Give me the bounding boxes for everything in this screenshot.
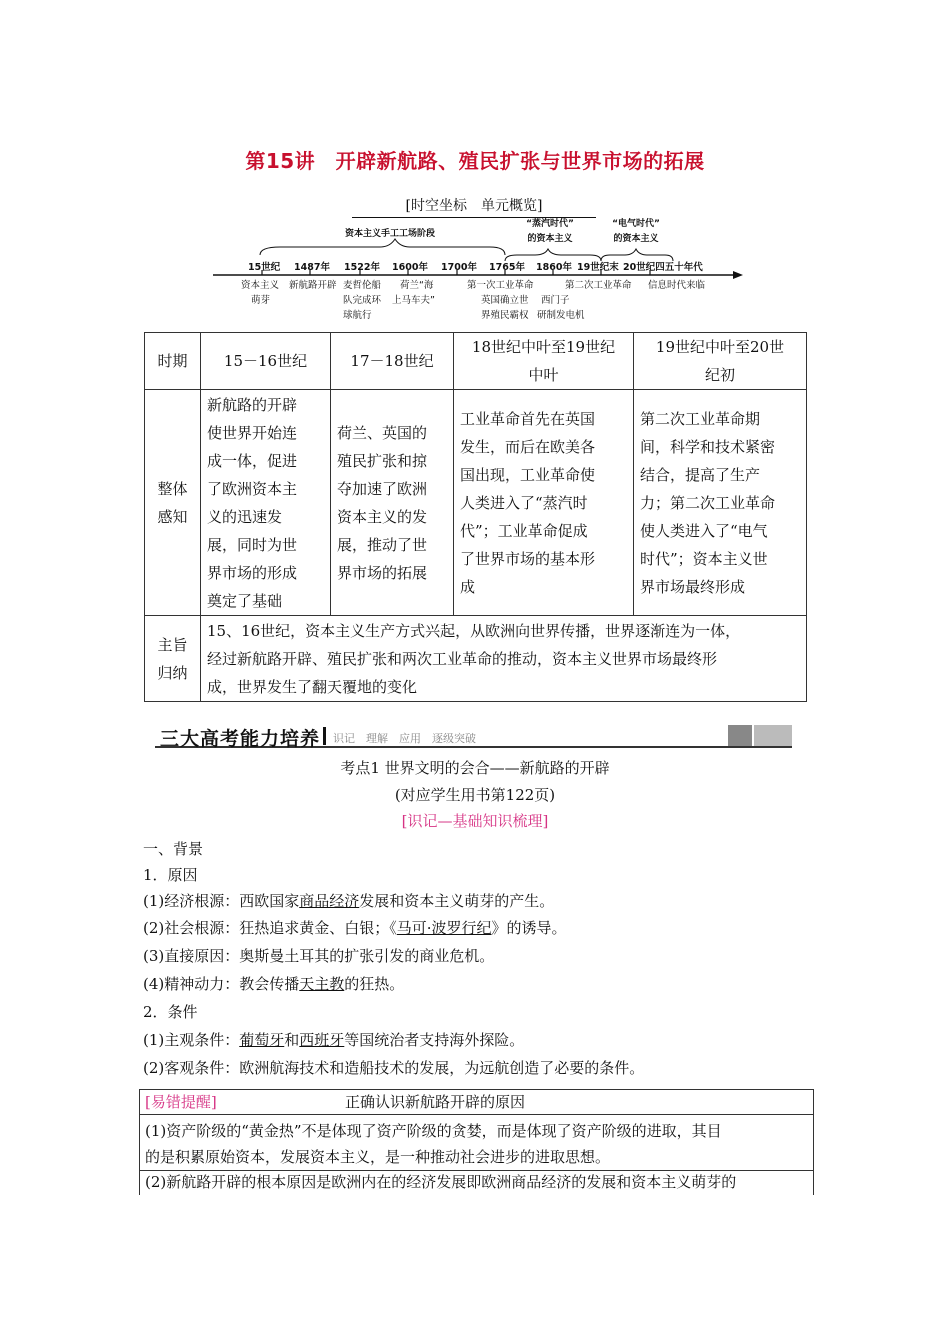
overall-4-line: 力；第二次工业革命 [640, 493, 776, 512]
reason-4-key: 天主教 [299, 975, 345, 993]
section-tag: [识记—基础知识梳理] [401, 812, 549, 830]
year-20c: 20世纪四五十年代 [623, 262, 703, 273]
banner-subtitle: 识记 理解 应用 逐级突破 [333, 732, 476, 745]
overall-2-line: 资本主义的发 [337, 507, 428, 526]
event-sprout-line2: 萌芽 [251, 295, 271, 306]
table-row-period [145, 333, 807, 390]
overall-cell-2 [331, 390, 454, 616]
table-row-overall [145, 390, 807, 616]
event-magellan [343, 278, 381, 323]
overall-3-line: 代”；工业革命促成 [460, 521, 588, 540]
overall-4-line: 结合，提高了生产 [640, 465, 761, 484]
overall-3-line: 国出现，工业革命使 [460, 465, 596, 484]
overall-1-line: 界市场的形成 [207, 563, 298, 582]
overall-1-line: 新航路的开辟 [207, 395, 298, 414]
stage-electric [593, 217, 679, 247]
reason-2 [143, 915, 567, 941]
stage-steam-line1: “蒸汽时代” [526, 219, 574, 229]
condition-1 [143, 1027, 524, 1053]
event-magellan-line3: 球航行 [343, 310, 372, 321]
condition-1-mid: 和 [284, 1031, 300, 1049]
event-info-age: 信息时代来临 [648, 280, 706, 291]
period-1: 15－16世纪 [201, 333, 331, 390]
reason-1-key: 商品经济 [299, 892, 360, 910]
event-britain-line1: 英国确立世 [481, 295, 529, 306]
overall-3-line: 人类进入了“蒸汽时 [460, 493, 588, 512]
table-row-theme [145, 616, 807, 702]
theme-label-line2: 归纳 [157, 663, 188, 682]
condition-2: (2)客观条件：欧洲航海技术和造船技术的发展，为远航创造了必要的条件。 [143, 1059, 645, 1077]
stage-handicraft: 资本主义手工工场阶段 [344, 229, 435, 239]
banner-title: 三大高考能力培养 [160, 728, 321, 750]
year-1487: 1487年 [294, 262, 330, 273]
theme-label-line1: 主旨 [157, 635, 188, 654]
event-dutch-line2: 上马车夫” [392, 295, 435, 306]
reason-4-pre: (4)精神动力：教会传播 [143, 975, 300, 993]
tip-line-3: (2)新航路开辟的根本原因是欧洲内在的经济发展即欧洲商品经济的发展和资本主义萌芽的 [145, 1173, 737, 1191]
overall-1-line: 展，同时为世 [207, 535, 298, 554]
overall-4-line: 第二次工业革命期 [640, 409, 761, 428]
event-siemens-line2: 研制发电机 [537, 310, 585, 321]
event-dutch-line1: 荷兰“海 [400, 280, 434, 291]
reason-1-pre: (1)经济根源：西欧国家 [143, 892, 300, 910]
period-3-line2: 中叶 [528, 366, 559, 384]
stage-electric-line2: 的资本主义 [613, 234, 659, 244]
reason-2-key: 马可·波罗行纪 [396, 919, 492, 937]
banner-dark-block [728, 725, 752, 746]
period-3 [454, 333, 634, 390]
year-1860: 1860年 [536, 262, 572, 273]
tip-heading: 正确认识新航路开辟的原因 [345, 1093, 526, 1111]
sub-heading-conditions: 2．条件 [143, 1003, 198, 1021]
theme-line: 经过新航路开辟、殖民扩张和两次工业革命的推动，资本主义世界市场最终形 [207, 649, 718, 668]
overall-1-line: 使世界开始连 [207, 423, 298, 442]
overall-cell-3 [454, 390, 634, 616]
theme-line: 15、16世纪，资本主义生产方式兴起，从欧洲向世界传播，世界逐渐连为一体， [207, 621, 741, 640]
year-19c-end: 19世纪末 [577, 262, 619, 273]
overall-4-line: 使人类进入了“电气 [640, 521, 768, 540]
reason-3: (3)直接原因：奥斯曼土耳其的扩张引发的商业危机。 [143, 947, 495, 965]
tip-line-1: (1)资产阶级的“黄金热”不是体现了资产阶级的贪婪，而是体现了资产阶级的进取，其目 [145, 1122, 722, 1140]
overall-3-line: 了世界市场的基本形 [460, 549, 596, 568]
overall-1-line: 奠定了基础 [207, 591, 283, 610]
stage-electric-line1: “电气时代” [612, 219, 660, 229]
overall-2-line: 荷兰、英国的 [337, 423, 428, 442]
overall-cell-4 [634, 390, 807, 616]
tip-tag: [易错提醒] [145, 1093, 217, 1111]
period-4 [634, 333, 807, 390]
overall-label [145, 390, 201, 616]
overall-3-line: 成 [460, 577, 476, 596]
theme-label [145, 616, 201, 702]
overall-4-line: 界市场最终形成 [640, 577, 746, 596]
overall-label-line2: 感知 [157, 507, 188, 526]
book-reference: (对应学生用书第122页) [394, 786, 556, 804]
year-15c: 15世纪 [248, 262, 281, 273]
overall-4-line: 间，科学和技术紧密 [640, 437, 776, 456]
theme-line: 成，世界发生了翻天覆地的变化 [207, 677, 418, 696]
overall-label-line1: 整体 [157, 479, 188, 498]
reason-2-pre: (2)社会根源：狂热追求黄金、白银；《 [143, 919, 397, 937]
period-2: 17－18世纪 [331, 333, 454, 390]
overall-cell-1 [201, 390, 331, 616]
condition-1-key1: 葡萄牙 [239, 1031, 285, 1049]
part-heading: 一、背景 [143, 840, 204, 858]
section-subtitle: [时空坐标 单元概览] [352, 195, 596, 218]
banner-light-block [754, 725, 792, 746]
year-1600: 1600年 [392, 262, 428, 273]
year-1765: 1765年 [489, 262, 525, 273]
period-4-line2: 纪初 [704, 366, 735, 384]
reason-1 [143, 888, 554, 914]
overall-3-line: 工业革命首先在英国 [460, 409, 596, 428]
stage-steam [505, 217, 595, 247]
overall-1-line: 义的迅速发 [207, 507, 283, 526]
reason-4 [143, 971, 404, 997]
overall-2-line: 夺加速了欧洲 [337, 479, 428, 498]
tip-divider [139, 1114, 813, 1115]
event-dutch [392, 278, 435, 308]
year-1522: 1522年 [344, 262, 380, 273]
condition-1-pre: (1)主观条件： [143, 1031, 240, 1049]
sub-heading-reasons: 1．原因 [143, 866, 198, 884]
tip-line-2: 的是积累原始资本，发展资本主义，是一种推动社会进步的进取思想。 [145, 1148, 611, 1166]
overview-table [144, 332, 807, 702]
overall-3-line: 发生，而后在欧美各 [460, 437, 596, 456]
overall-2-line: 展，推动了世 [337, 535, 428, 554]
period-label: 时期 [145, 333, 201, 390]
overall-2-line: 殖民扩张和掠 [337, 451, 428, 470]
event-ir2: 第二次工业革命 [565, 280, 632, 291]
event-magellan-line1: 麦哲伦船 [343, 280, 382, 291]
event-sprout [241, 278, 279, 308]
event-magellan-line2: 队完成环 [343, 295, 382, 306]
condition-1-key2: 西班牙 [299, 1031, 345, 1049]
overall-1-line: 成一体，促进 [207, 451, 298, 470]
year-1700: 1700年 [441, 262, 477, 273]
event-new-route: 新航路开辟 [289, 280, 337, 291]
section-heading: 考点1 世界文明的会合——新航路的开辟 [340, 759, 610, 777]
event-siemens-line1: 西门子 [541, 295, 570, 306]
event-sprout-line1: 资本主义 [241, 280, 280, 291]
period-4-line1: 19世纪中叶至20世 [655, 338, 785, 356]
stage-steam-line2: 的资本主义 [527, 234, 573, 244]
reason-4-post: 的狂热。 [344, 975, 405, 993]
period-3-line1: 18世纪中叶至19世纪 [471, 338, 616, 356]
overall-2-line: 界市场的拓展 [337, 563, 428, 582]
event-britain [481, 293, 529, 323]
event-ir1: 第一次工业革命 [467, 280, 534, 291]
condition-1-post: 等国统治者支持海外探险。 [344, 1031, 525, 1049]
theme-cell [201, 616, 807, 702]
banner-divider [323, 727, 326, 745]
overall-4-line: 时代”；资本主义世 [640, 549, 768, 568]
reason-2-post: 》的诱导。 [491, 919, 567, 937]
reason-1-post: 发展和资本主义萌芽的产生。 [359, 892, 555, 910]
event-siemens [537, 293, 585, 323]
event-britain-line2: 界殖民霸权 [481, 310, 529, 321]
overall-1-line: 了欧洲资本主 [207, 479, 298, 498]
page-title: 第15讲 开辟新航路、殖民扩张与世界市场的拓展 [245, 149, 705, 173]
timeline [205, 215, 745, 325]
